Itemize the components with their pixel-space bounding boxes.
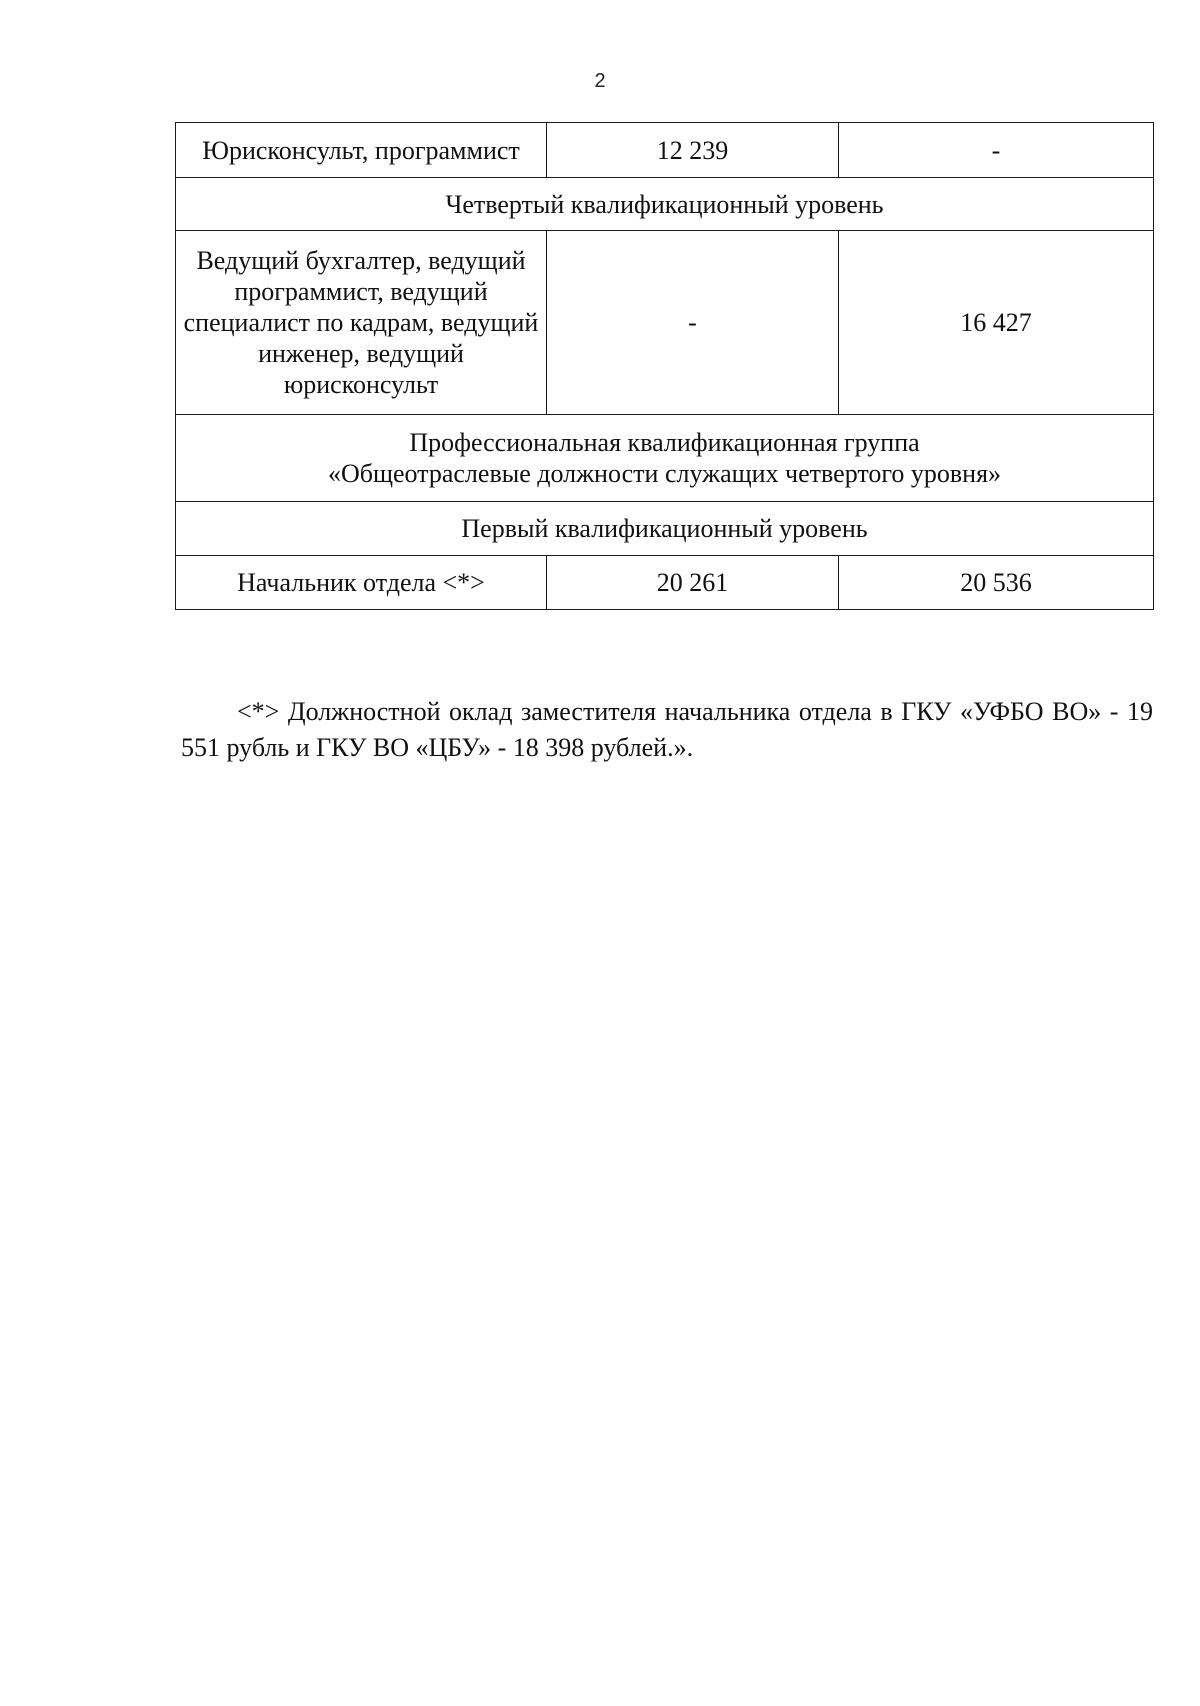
table-row	[176, 123, 1154, 178]
salary-cell: 20 261	[547, 556, 839, 610]
group-heading-line: «Общеотраслевые должности служащих четвертого уровня»	[327, 459, 1002, 488]
salary-cell: -	[839, 123, 1154, 178]
salary-table	[175, 122, 1154, 610]
table-row	[176, 231, 1154, 415]
qualification-level-heading: Первый квалификационный уровень	[176, 502, 1154, 556]
position-cell: Начальник отдела <*>	[176, 556, 547, 610]
salary-cell: 20 536	[839, 556, 1154, 610]
table-row	[176, 415, 1154, 502]
page-number: 2	[594, 70, 606, 92]
salary-cell: 12 239	[547, 123, 839, 178]
qualification-group-heading	[176, 415, 1154, 502]
position-cell: Ведущий бухгалтер, ведущий программист, ведущий специалист по кадрам, ведущий инженер, ведущий юрисконсульт	[176, 231, 547, 415]
qualification-level-heading: Четвертый квалификационный уровень	[176, 178, 1154, 231]
position-cell: Юрисконсульт, программист	[176, 123, 547, 178]
table-row	[176, 178, 1154, 231]
table-row	[176, 556, 1154, 610]
group-heading-line: Профессиональная квалификационная группа	[409, 428, 920, 457]
table-row	[176, 502, 1154, 556]
salary-cell: 16 427	[839, 231, 1154, 415]
salary-cell: -	[547, 231, 839, 415]
footnote: <*> Должностной оклад заместителя начальника отдела в ГКУ «УФБО ВО» - 19 551 рубль и ГКУ ВО «ЦБУ» - 18 398 рублей.».	[181, 697, 1153, 762]
